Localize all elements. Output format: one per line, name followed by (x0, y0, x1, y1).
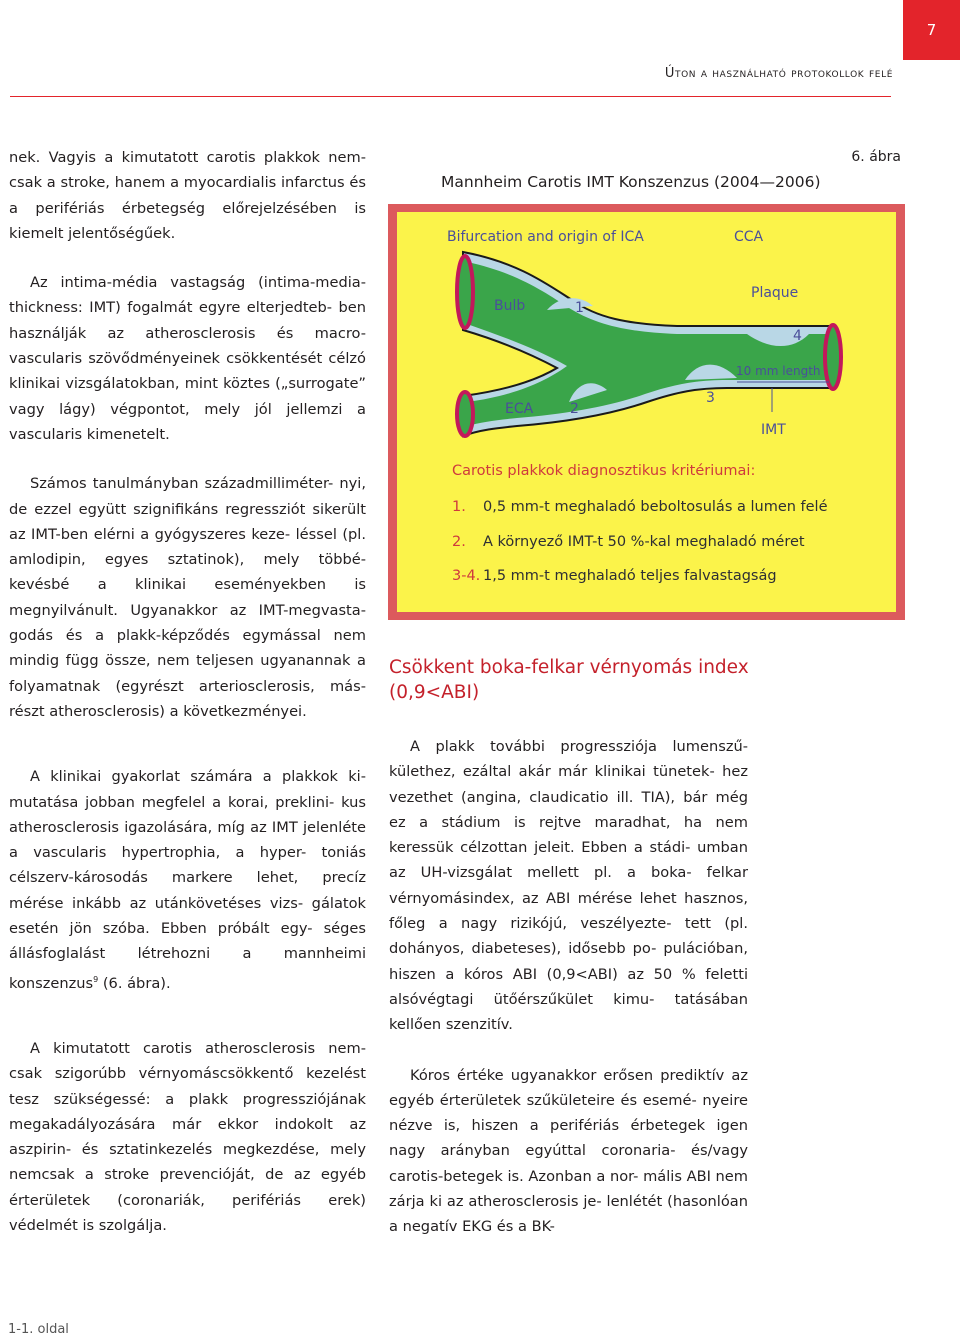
page-number: 7 (926, 21, 937, 39)
paragraph (9, 764, 366, 996)
vessel-end-eca (457, 392, 473, 436)
paragraph: Az intima-média vastagság (intima-media- thickness: IMT) fogalmát egyre elterjedteb- ben használják az atherosclerosis és macro- vascularis szövődményeinek csökkentését célzó klinikai vizsgálatokban, mint köztes („surrogate” vagy lágy) végpontot, mely jól jellemzi a vascularis kimenetelt. (9, 274, 366, 443)
criteria-item: 1,5 mm-t meghaladó teljes falvastagság (483, 568, 777, 584)
section-heading: Csökkent boka-felkar vérnyomás index (0,9<ABI) (389, 657, 749, 703)
marker-1: 1 (575, 300, 584, 316)
cca-label: CCA (734, 229, 764, 245)
paragraph-text: A klinikai gyakorlat számára a plakkok ki- mutatása jobban megfelel a korai, preklini- kus atherosclerosis igazolására, míg az IMT jelenléte a vascularis hypertrophia, a hyper- toniás célszerv-károsodás markere lehet, precíz mérése inkább az utánkövetéses vizs- gálatok esetén jön szóba. Ebben próbált egy- séges állásfoglalást létrehozni a mannheimi konszenzus (9, 768, 366, 992)
criteria-number: 3-4. (452, 568, 481, 584)
reference-mark: 9 (93, 974, 99, 984)
carotis-diagram (397, 212, 896, 474)
criteria-item: 0,5 mm-t meghaladó beboltosulás a lumen felé (483, 499, 828, 515)
marker-3: 3 (706, 390, 715, 406)
footer-page-label: 1-1. oldal (8, 1322, 69, 1337)
figure-title: Mannheim Carotis IMT Konszenzus (2004—2006) (441, 173, 821, 191)
running-head (665, 66, 893, 81)
left-column (9, 145, 366, 1238)
marker-2: 2 (570, 401, 579, 417)
criteria-item: A környező IMT-t 50 %-kal meghaladó méret (483, 534, 805, 550)
criteria-title: Carotis plakkok diagnosztikus kritériumai: (452, 463, 756, 479)
page-number-badge (903, 0, 960, 60)
vessel-end-cca (825, 325, 841, 389)
bulb-label: Bulb (494, 298, 526, 314)
paragraph: A plakk további progressziója lumenszű- külethez, ezáltal akár már klinikai tünetek- hez vezethet (angina, claudicatio ill. TIA), bár még ez a stádium is rejtve maradhat, ha nem keressük célzottan jeleit. Ebben a stádi- umban az UH-vizsgálat mellett pl. a boka- felkar vérnyomásindex, az ABI mérése lehet hasznos, főleg a nagy rizikójú, veszélyezte- tett (pl. dohányos, diabeteses), idősebb po- pulációban, hiszen a kóros ABI (0,9<ABI) az 50 % feletti alsóvégtagi ütőérszűkület kimu- tatásában kellően szenzitív. (389, 738, 748, 1034)
running-head-text: Úton a használható protokollok felé (664, 66, 893, 81)
right-column (389, 734, 748, 1240)
eca-label: ECA (505, 401, 534, 417)
bifurcation-label: Bifurcation and origin of ICA (447, 229, 644, 245)
plaque-label: Plaque (751, 285, 799, 301)
paragraph: Kóros értéke ugyanakkor erősen prediktív az egyéb érterületek szűkületeire és esemé- nyeire nézve is, hiszen a perifériás érbetegek igen nagy arányban egyúttal coronaria- és/vagy carotis-betegek is. Azonban a nor- mális ABI nem zárja ki az atherosclerosis je- lenlétét (hasonlóan a negatív EKG és a BK- (389, 1066, 748, 1236)
vessel-end-ica (457, 256, 473, 328)
figure-frame (388, 204, 905, 620)
figure-label: 6. ábra (851, 149, 901, 165)
criteria-number: 1. (452, 499, 466, 515)
figure-panel (397, 212, 896, 612)
imt-label: IMT (761, 422, 786, 438)
criteria-number: 2. (452, 534, 466, 550)
paragraph: A kimutatott carotis atherosclerosis nem- csak szigorúbb vérnyomáscsökkentő kezelést tesz szükségessé: a plakk progressziójának megakadályozására már ekkor indokolt az aszpirin- és sztatinkezelés megkezdése, mely nemcsak a stroke prevencióját, de az egyéb érterületek (coronariák, perifériás erek) védelmét is szolgálja. (9, 1039, 366, 1234)
paragraph: Számos tanulmányban századmilliméter- nyi, de ezzel együtt szignifikáns regressziót sikerült az IMT-ben elérni a gyógyszeres keze- léssel (pl. amlodipin, egyes sztatinok), mely többé-kevésbé a klinikai eseményekben is megnyilvánult. Ugyanakkor az IMT-megvasta- godás és a plakk-képződés egymással nem mindig függ össze, nem teljesen ugyanannak a folyamatnak (egyrészt arteriosclerosis, más- részt atherosclerosis) a következményei. (9, 475, 366, 720)
length-label: 10 mm length (736, 364, 821, 378)
marker-4: 4 (793, 328, 802, 344)
paragraph: nek. Vagyis a kimutatott carotis plakkok nem- csak a stroke, hanem a myocardialis infarctus és a perifériás érbetegség előrejelzésében is kiemelt jelentőségűek. (9, 149, 366, 242)
header-rule (10, 96, 891, 97)
paragraph-tail: (6. ábra). (98, 974, 171, 992)
